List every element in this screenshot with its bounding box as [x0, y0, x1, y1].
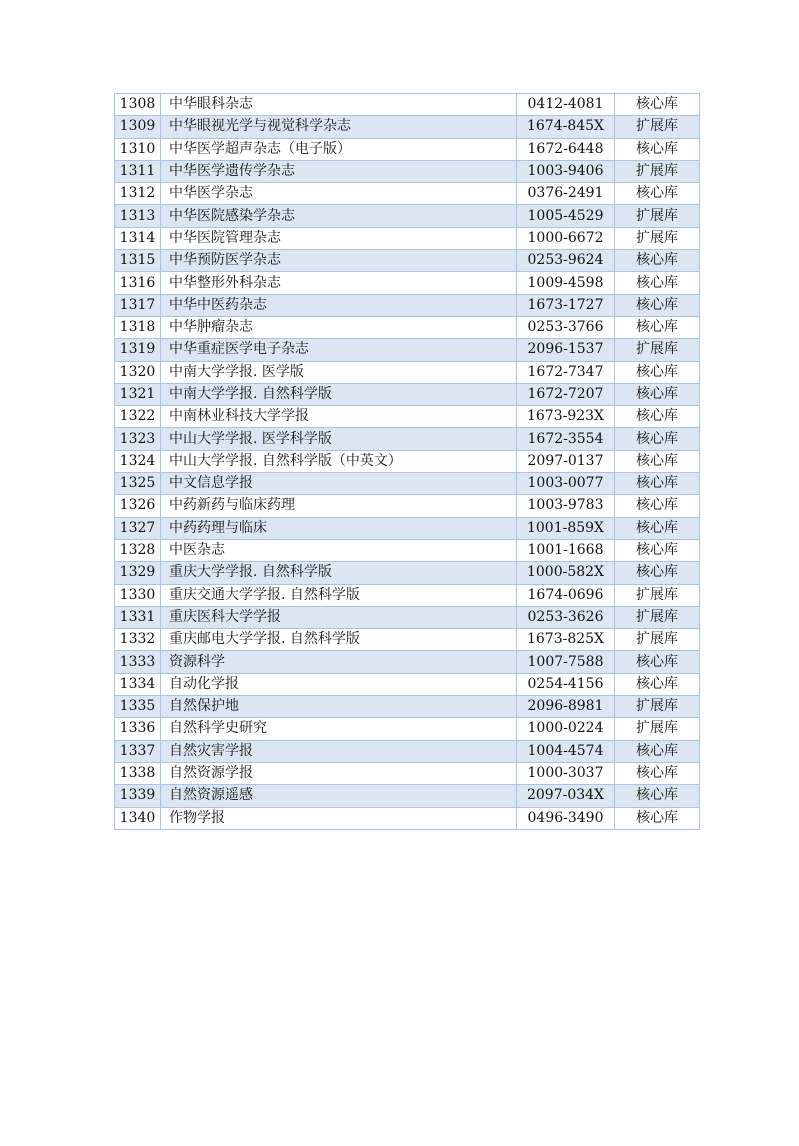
serial-number-cell: 1331	[115, 606, 161, 628]
table-row	[115, 740, 700, 762]
table-row	[115, 673, 700, 695]
library-level-cell: 核心库	[615, 183, 700, 205]
library-level-cell: 核心库	[615, 740, 700, 762]
table-row	[115, 562, 700, 584]
table-row	[115, 361, 700, 383]
issn-cell: 1004-4574	[517, 740, 615, 762]
issn-cell: 0412-4081	[517, 94, 615, 116]
journal-name-cell: 中华中医药杂志	[161, 294, 517, 316]
issn-cell: 0254-4156	[517, 673, 615, 695]
library-level-cell: 核心库	[615, 250, 700, 272]
serial-number-cell: 1330	[115, 584, 161, 606]
serial-number-cell: 1328	[115, 539, 161, 561]
serial-number-cell: 1320	[115, 361, 161, 383]
serial-number-cell: 1324	[115, 450, 161, 472]
table-row	[115, 205, 700, 227]
journal-name-cell: 自然保护地	[161, 696, 517, 718]
table-row	[115, 450, 700, 472]
library-level-cell: 核心库	[615, 361, 700, 383]
serial-number-cell: 1318	[115, 316, 161, 338]
serial-number-cell: 1336	[115, 718, 161, 740]
issn-cell: 0253-9624	[517, 250, 615, 272]
issn-cell: 1672-7347	[517, 361, 615, 383]
table-row	[115, 473, 700, 495]
journal-name-cell: 中山大学学报. 自然科学版（中英文）	[161, 450, 517, 472]
table-row	[115, 495, 700, 517]
table-row	[115, 807, 700, 829]
journal-name-cell: 自动化学报	[161, 673, 517, 695]
table-row	[115, 272, 700, 294]
table-row	[115, 160, 700, 182]
table-row	[115, 116, 700, 138]
issn-cell: 2097-034X	[517, 785, 615, 807]
issn-cell: 2097-0137	[517, 450, 615, 472]
serial-number-cell: 1332	[115, 629, 161, 651]
library-level-cell: 核心库	[615, 495, 700, 517]
table-row	[115, 606, 700, 628]
journal-name-cell: 中南大学学报. 自然科学版	[161, 383, 517, 405]
issn-cell: 1674-0696	[517, 584, 615, 606]
table-row	[115, 227, 700, 249]
library-level-cell: 核心库	[615, 785, 700, 807]
serial-number-cell: 1340	[115, 807, 161, 829]
table-row	[115, 762, 700, 784]
library-level-cell: 核心库	[615, 673, 700, 695]
journal-name-cell: 重庆交通大学学报. 自然科学版	[161, 584, 517, 606]
serial-number-cell: 1321	[115, 383, 161, 405]
library-level-cell: 核心库	[615, 272, 700, 294]
journal-name-cell: 自然灾害学报	[161, 740, 517, 762]
journal-name-cell: 中山大学学报. 医学科学版	[161, 428, 517, 450]
journal-name-cell: 中华整形外科杂志	[161, 272, 517, 294]
issn-cell: 1672-6448	[517, 138, 615, 160]
serial-number-cell: 1323	[115, 428, 161, 450]
issn-cell: 0253-3766	[517, 316, 615, 338]
serial-number-cell: 1313	[115, 205, 161, 227]
issn-cell: 1673-825X	[517, 629, 615, 651]
serial-number-cell: 1309	[115, 116, 161, 138]
library-level-cell: 扩展库	[615, 718, 700, 740]
library-level-cell: 扩展库	[615, 116, 700, 138]
journal-name-cell: 重庆邮电大学学报. 自然科学版	[161, 629, 517, 651]
table-row	[115, 517, 700, 539]
journal-name-cell: 自然资源学报	[161, 762, 517, 784]
table-row	[115, 428, 700, 450]
library-level-cell: 扩展库	[615, 584, 700, 606]
issn-cell: 1674-845X	[517, 116, 615, 138]
table-row	[115, 718, 700, 740]
library-level-cell: 扩展库	[615, 606, 700, 628]
serial-number-cell: 1337	[115, 740, 161, 762]
journal-name-cell: 自然科学史研究	[161, 718, 517, 740]
issn-cell: 2096-1537	[517, 339, 615, 361]
table-row	[115, 294, 700, 316]
table-row	[115, 696, 700, 718]
journal-name-cell: 中药药理与临床	[161, 517, 517, 539]
library-level-cell: 核心库	[615, 539, 700, 561]
serial-number-cell: 1334	[115, 673, 161, 695]
library-level-cell: 核心库	[615, 762, 700, 784]
serial-number-cell: 1327	[115, 517, 161, 539]
library-level-cell: 核心库	[615, 517, 700, 539]
library-level-cell: 扩展库	[615, 629, 700, 651]
library-level-cell: 核心库	[615, 428, 700, 450]
library-level-cell: 扩展库	[615, 160, 700, 182]
library-level-cell: 扩展库	[615, 339, 700, 361]
serial-number-cell: 1315	[115, 250, 161, 272]
issn-cell: 1000-582X	[517, 562, 615, 584]
journal-name-cell: 中华医学遗传学杂志	[161, 160, 517, 182]
journal-name-cell: 作物学报	[161, 807, 517, 829]
issn-cell: 1007-7588	[517, 651, 615, 673]
library-level-cell: 扩展库	[615, 696, 700, 718]
issn-cell: 1001-1668	[517, 539, 615, 561]
issn-cell: 1000-0224	[517, 718, 615, 740]
library-level-cell: 核心库	[615, 807, 700, 829]
table-body	[115, 94, 700, 830]
table-row	[115, 383, 700, 405]
issn-cell: 1673-923X	[517, 406, 615, 428]
serial-number-cell: 1317	[115, 294, 161, 316]
serial-number-cell: 1339	[115, 785, 161, 807]
serial-number-cell: 1308	[115, 94, 161, 116]
serial-number-cell: 1333	[115, 651, 161, 673]
journal-name-cell: 中华眼视光学与视觉科学杂志	[161, 116, 517, 138]
serial-number-cell: 1310	[115, 138, 161, 160]
table-row	[115, 138, 700, 160]
issn-cell: 2096-8981	[517, 696, 615, 718]
serial-number-cell: 1312	[115, 183, 161, 205]
journal-name-cell: 中医杂志	[161, 539, 517, 561]
journal-name-cell: 资源科学	[161, 651, 517, 673]
journal-name-cell: 中华肿瘤杂志	[161, 316, 517, 338]
issn-cell: 1672-7207	[517, 383, 615, 405]
journal-name-cell: 中华预防医学杂志	[161, 250, 517, 272]
serial-number-cell: 1322	[115, 406, 161, 428]
library-level-cell: 核心库	[615, 450, 700, 472]
serial-number-cell: 1319	[115, 339, 161, 361]
table-row	[115, 406, 700, 428]
issn-cell: 0496-3490	[517, 807, 615, 829]
serial-number-cell: 1325	[115, 473, 161, 495]
journal-name-cell: 中华医院管理杂志	[161, 227, 517, 249]
issn-cell: 1009-4598	[517, 272, 615, 294]
table-row	[115, 785, 700, 807]
table-row	[115, 629, 700, 651]
issn-cell: 1000-3037	[517, 762, 615, 784]
journal-name-cell: 中南大学学报. 医学版	[161, 361, 517, 383]
library-level-cell: 核心库	[615, 294, 700, 316]
issn-cell: 1003-9783	[517, 495, 615, 517]
journal-name-cell: 中文信息学报	[161, 473, 517, 495]
library-level-cell: 核心库	[615, 94, 700, 116]
library-level-cell: 扩展库	[615, 205, 700, 227]
issn-cell: 1673-1727	[517, 294, 615, 316]
journal-name-cell: 中华医院感染学杂志	[161, 205, 517, 227]
serial-number-cell: 1338	[115, 762, 161, 784]
journal-name-cell: 中南林业科技大学学报	[161, 406, 517, 428]
table-row	[115, 651, 700, 673]
serial-number-cell: 1335	[115, 696, 161, 718]
table-row	[115, 539, 700, 561]
library-level-cell: 核心库	[615, 316, 700, 338]
serial-number-cell: 1326	[115, 495, 161, 517]
journal-name-cell: 重庆医科大学学报	[161, 606, 517, 628]
table-row	[115, 250, 700, 272]
table-row	[115, 183, 700, 205]
issn-cell: 0253-3626	[517, 606, 615, 628]
journal-name-cell: 自然资源遥感	[161, 785, 517, 807]
table-row	[115, 339, 700, 361]
issn-cell: 1003-0077	[517, 473, 615, 495]
serial-number-cell: 1329	[115, 562, 161, 584]
issn-cell: 1005-4529	[517, 205, 615, 227]
issn-cell: 1672-3554	[517, 428, 615, 450]
library-level-cell: 核心库	[615, 383, 700, 405]
library-level-cell: 核心库	[615, 562, 700, 584]
table-row	[115, 94, 700, 116]
issn-cell: 0376-2491	[517, 183, 615, 205]
journal-name-cell: 重庆大学学报. 自然科学版	[161, 562, 517, 584]
serial-number-cell: 1314	[115, 227, 161, 249]
journal-name-cell: 中药新药与临床药理	[161, 495, 517, 517]
issn-cell: 1003-9406	[517, 160, 615, 182]
issn-cell: 1000-6672	[517, 227, 615, 249]
issn-cell: 1001-859X	[517, 517, 615, 539]
journal-list-table	[114, 93, 700, 830]
journal-name-cell: 中华重症医学电子杂志	[161, 339, 517, 361]
table-row	[115, 316, 700, 338]
library-level-cell: 核心库	[615, 473, 700, 495]
table-row	[115, 584, 700, 606]
journal-name-cell: 中华眼科杂志	[161, 94, 517, 116]
serial-number-cell: 1311	[115, 160, 161, 182]
library-level-cell: 核心库	[615, 138, 700, 160]
library-level-cell: 核心库	[615, 406, 700, 428]
library-level-cell: 扩展库	[615, 227, 700, 249]
journal-name-cell: 中华医学杂志	[161, 183, 517, 205]
serial-number-cell: 1316	[115, 272, 161, 294]
library-level-cell: 核心库	[615, 651, 700, 673]
journal-name-cell: 中华医学超声杂志（电子版）	[161, 138, 517, 160]
